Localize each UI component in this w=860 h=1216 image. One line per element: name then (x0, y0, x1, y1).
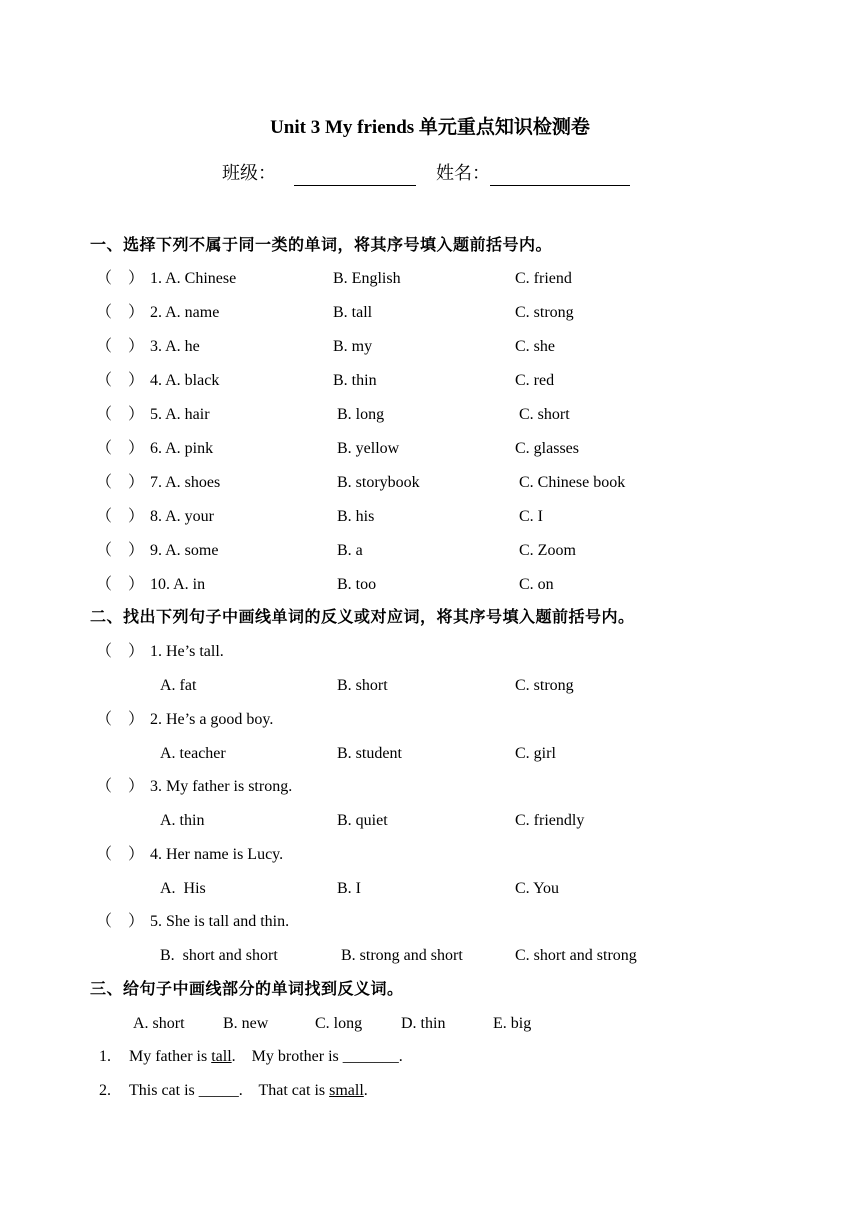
sentence-part: My father is (129, 1048, 212, 1065)
question-option-a: 9. A. some (150, 542, 219, 559)
option-b: B. my (333, 338, 373, 355)
answer-paren[interactable]: （ ） (96, 846, 145, 863)
option-b: B. English (333, 270, 401, 287)
s1-question (0, 301, 860, 325)
s1-question (0, 539, 860, 563)
page-title: Unit 3 My friends 单元重点知识检测卷 (270, 117, 590, 138)
option-c: C. friendly (515, 812, 585, 829)
option-b: B. yellow (337, 440, 400, 457)
option-c: C. You (515, 880, 560, 897)
answer-paren[interactable]: （ ） (96, 643, 145, 660)
s1-question (0, 369, 860, 393)
section1-heading: 一、选择下列不属于同一类的单词，将其序号填入题前括号内。 (90, 235, 553, 254)
word-bank (0, 1012, 860, 1036)
s2-options (0, 809, 860, 833)
underlined-word: tall (211, 1048, 232, 1065)
question-option-a: 6. A. pink (150, 440, 214, 457)
option-b: B. student (337, 745, 402, 762)
option-c: C. strong (515, 304, 574, 321)
word-option: A. short (133, 1015, 185, 1032)
s2-options (0, 742, 860, 766)
sentence-part: . My brother is _______. (231, 1048, 403, 1065)
sentence-text (129, 1079, 368, 1103)
option-a: A. thin (160, 812, 205, 829)
question-text: 1. He’s tall. (150, 643, 224, 660)
question-text: 3. My father is strong. (150, 778, 293, 795)
answer-paren[interactable]: （ ） (96, 338, 145, 355)
question-text: 2. He’s a good boy. (150, 711, 274, 728)
option-b: B. short (337, 677, 388, 694)
option-b: B. storybook (337, 474, 420, 491)
answer-paren[interactable]: （ ） (96, 508, 145, 525)
class-blank[interactable] (294, 167, 416, 186)
s1-question (0, 267, 860, 291)
s3-sentence (0, 1079, 860, 1103)
sentence-number: 2. (99, 1082, 111, 1099)
sentence-text (129, 1045, 403, 1069)
class-label: 班级： (222, 163, 276, 183)
word-option: E. big (493, 1015, 532, 1032)
option-c: C. Chinese book (519, 474, 626, 491)
answer-paren[interactable]: （ ） (96, 440, 145, 457)
question-text: 4. Her name is Lucy. (150, 846, 284, 863)
question-option-a: 8. A. your (150, 508, 214, 525)
question-option-a: 7. A. shoes (150, 474, 221, 491)
s2-options (0, 877, 860, 901)
name-blank[interactable] (490, 167, 630, 186)
option-a: A. His (160, 880, 206, 897)
answer-paren[interactable]: （ ） (96, 542, 145, 559)
option-b: B. long (337, 406, 385, 423)
s2-question (0, 910, 860, 934)
s3-sentence (0, 1045, 860, 1069)
option-b: B. his (337, 508, 375, 525)
s2-options (0, 674, 860, 698)
answer-paren[interactable]: （ ） (96, 474, 145, 491)
answer-paren[interactable]: （ ） (96, 913, 145, 930)
s1-question (0, 471, 860, 495)
option-c: C. Zoom (519, 542, 576, 559)
s2-question (0, 843, 860, 867)
s2-options (0, 944, 860, 968)
option-b: B. tall (333, 304, 373, 321)
s2-question (0, 708, 860, 732)
answer-paren[interactable]: （ ） (96, 576, 145, 593)
s2-question (0, 775, 860, 799)
option-b: B. too (337, 576, 377, 593)
underlined-word: small (329, 1082, 364, 1099)
word-option: D. thin (401, 1015, 446, 1032)
sentence-part: . (363, 1082, 368, 1099)
option-a: A. fat (160, 677, 197, 694)
option-c: C. girl (515, 745, 556, 762)
option-c: C. red (515, 372, 555, 389)
question-option-a: 10. A. in (150, 576, 206, 593)
s1-question (0, 335, 860, 359)
answer-paren[interactable]: （ ） (96, 406, 145, 423)
question-text: 5. She is tall and thin. (150, 913, 290, 930)
option-a: B. short and short (160, 947, 278, 964)
option-c: C. short and strong (515, 947, 637, 964)
option-a: A. teacher (160, 745, 226, 762)
answer-paren[interactable]: （ ） (96, 778, 145, 795)
option-b: B. a (337, 542, 363, 559)
sentence-number: 1. (99, 1048, 111, 1065)
question-option-a: 1. A. Chinese (150, 270, 237, 287)
option-b: B. quiet (337, 812, 388, 829)
answer-paren[interactable]: （ ） (96, 270, 145, 287)
word-option: C. long (315, 1015, 363, 1032)
option-c: C. glasses (515, 440, 579, 457)
student-info (222, 160, 630, 186)
s1-question (0, 573, 860, 597)
s2-question (0, 640, 860, 664)
option-c: C. friend (515, 270, 572, 287)
option-c: C. short (519, 406, 570, 423)
s1-question (0, 437, 860, 461)
option-b: B. thin (333, 372, 377, 389)
s1-question (0, 403, 860, 427)
question-option-a: 5. A. hair (150, 406, 210, 423)
answer-paren[interactable]: （ ） (96, 304, 145, 321)
word-option: B. new (223, 1015, 269, 1032)
s1-question (0, 505, 860, 529)
option-c: C. she (515, 338, 555, 355)
answer-paren[interactable]: （ ） (96, 372, 145, 389)
option-c: C. strong (515, 677, 574, 694)
option-b: B. strong and short (341, 947, 463, 964)
name-label: 姓名： (436, 163, 490, 183)
answer-paren[interactable]: （ ） (96, 711, 145, 728)
sentence-part: This cat is _____. That cat is (129, 1082, 330, 1099)
question-option-a: 4. A. black (150, 372, 220, 389)
question-option-a: 2. A. name (150, 304, 220, 321)
option-c: C. I (519, 508, 543, 525)
section2-heading: 二、找出下列句子中画线单词的反义或对应词，将其序号填入题前括号内。 (90, 607, 635, 626)
question-option-a: 3. A. he (150, 338, 200, 355)
option-c: C. on (519, 576, 554, 593)
option-b: B. I (337, 880, 361, 897)
section3-heading: 三、给句子中画线部分的单词找到反义词。 (90, 979, 404, 998)
